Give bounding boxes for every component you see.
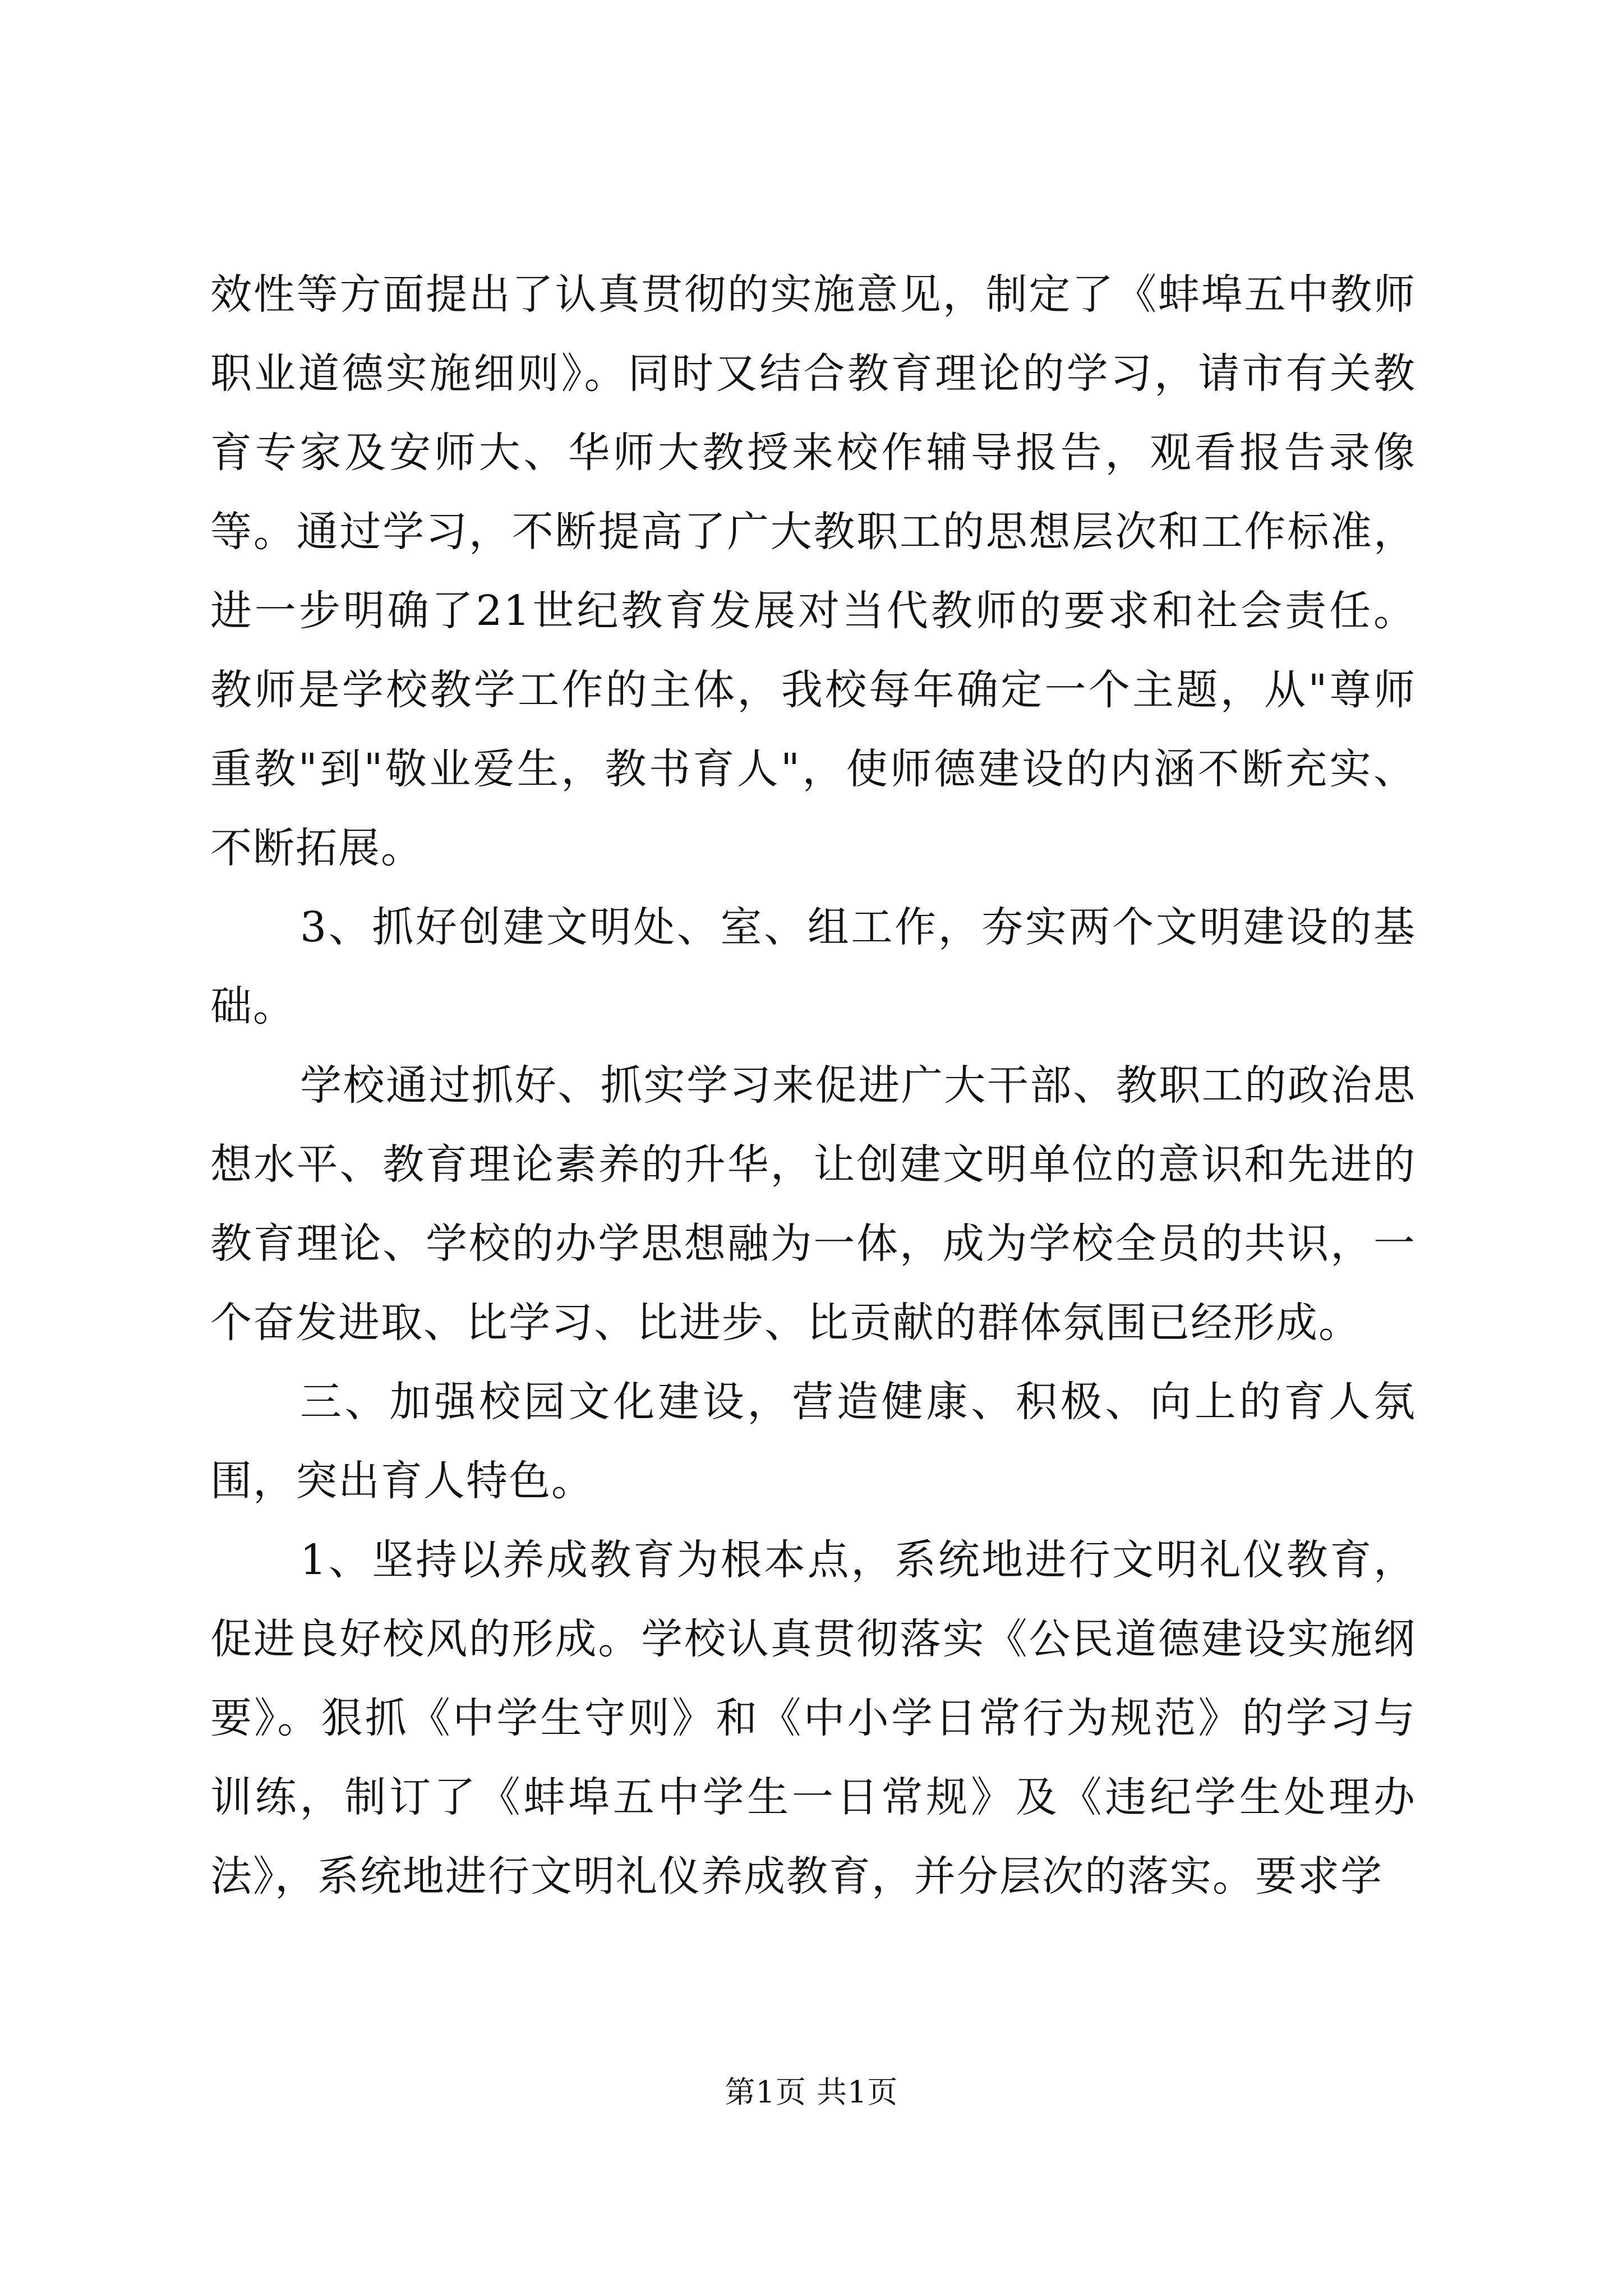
paragraph-section-3-heading: 三、加强校园文化建设，营造健康、积极、向上的育人氛围，突出育人特色。: [210, 1378, 1416, 1505]
paragraph-continuation: 效性等方面提出了认真贯彻的实施意见，制定了《蚌埠五中教师职业道德实施细则》。同时又结合教育理论的学习，请市有关教育专家及安师大、华师大教授来校作辅导报告，观看报告录像等。通过学习，不断提高了广大教职工的思想层次和工作标准，进一步明确了21世纪教育发展对当代教师的要求和社会责任。教师是学校教学工作的主体，我校每年确定一个主题，从"尊师重教"到"敬业爱生，教书育人"，使师德建设的内涵不断充实、不断拓展。: [210, 270, 1416, 872]
page-number-footer: 第1页 共1页: [725, 2074, 898, 2110]
document-body: [210, 255, 1416, 1916]
paragraph-study-atmosphere: 学校通过抓好、抓实学习来促进广大干部、教职工的政治思想水平、教育理论素养的升华，让创建文明单位的意识和先进的教育理论、学校的办学思想融为一体，成为学校全员的共识，一个奋发进取、比学习、比进步、比贡献的群体氛围已经形成。: [210, 1061, 1416, 1347]
paragraph-etiquette-education: 1、坚持以养成教育为根本点，系统地进行文明礼仪教育，促进良好校风的形成。学校认真贯彻落实《公民道德建设实施纲要》。狠抓《中学生守则》和《中小学日常行为规范》的学习与训练，制订了《蚌埠五中学生一日常规》及《违纪学生处理办法》，系统地进行文明礼仪养成教育，并分层次的落实。要求学: [210, 1536, 1416, 1901]
paragraph-heading-3: 3、抓好创建文明处、室、组工作，夯实两个文明建设的基础。: [210, 903, 1416, 1030]
